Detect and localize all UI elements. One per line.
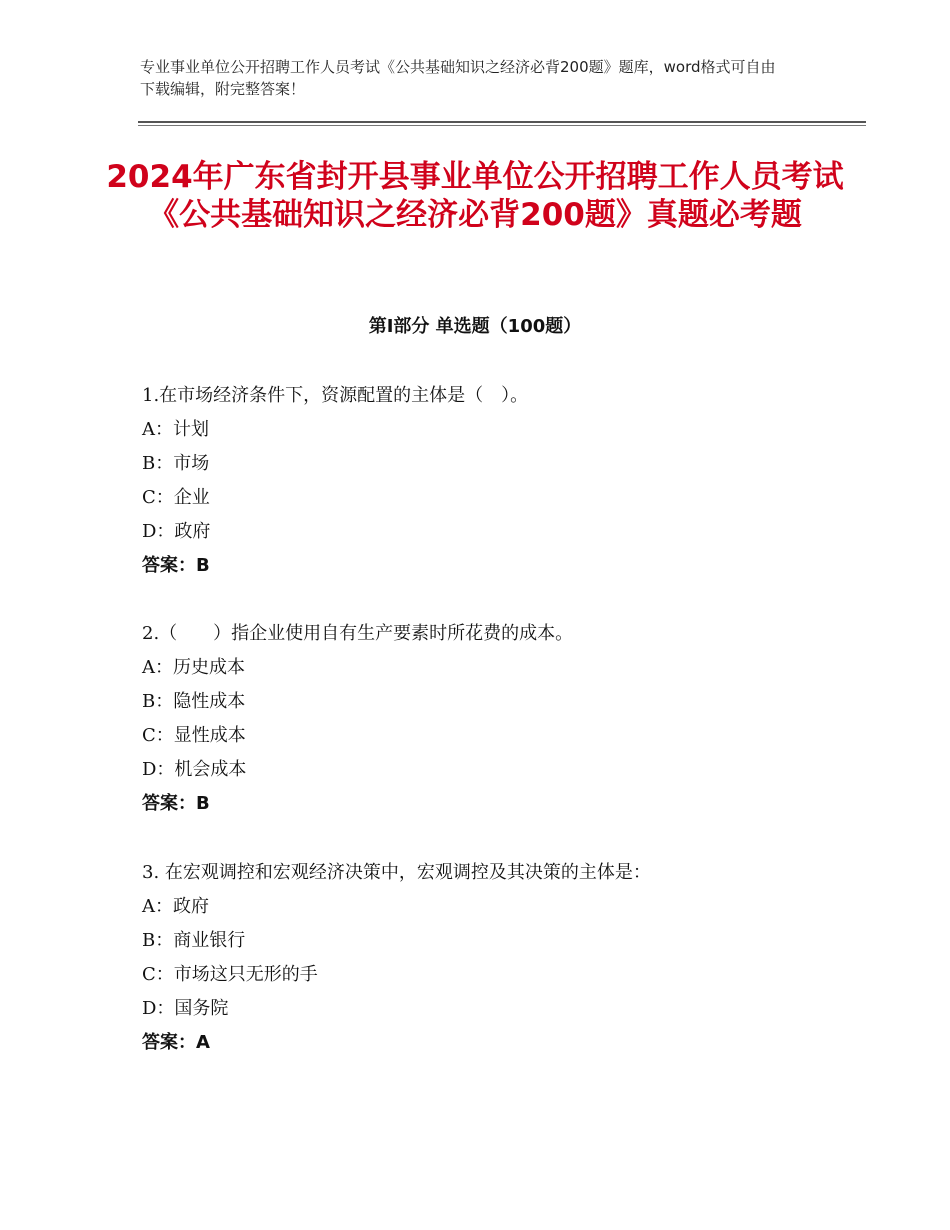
answer: 答案：B <box>142 555 210 576</box>
document-title: 2024年广东省封开县事业单位公开招聘工作人员考试《公共基础知识之经济必背200题》真题必考题 <box>106 159 844 233</box>
header-note: 专业事业单位公开招聘工作人员考试《公共基础知识之经济必背200题》题库，word格式可自由下载编辑，附完整答案！ <box>140 58 776 98</box>
question-stem: 2.（ ）指企业使用自有生产要素时所花费的成本。 <box>142 623 574 644</box>
answer: 答案：B <box>142 793 210 814</box>
header-divider-thin <box>138 125 866 126</box>
question-2 <box>142 621 842 825</box>
option-a: A：计划 <box>142 419 209 440</box>
option-d: D：国务院 <box>142 998 229 1019</box>
question-3 <box>142 860 842 1064</box>
header-divider-thick <box>138 121 866 123</box>
option-d: D：政府 <box>142 521 211 542</box>
option-c: C：显性成本 <box>142 725 246 746</box>
option-a: A：历史成本 <box>142 657 245 678</box>
option-c: C：市场这只无形的手 <box>142 964 318 985</box>
section-heading: 第Ⅰ部分 单选题（100题） <box>368 316 582 337</box>
option-a: A：政府 <box>142 896 209 917</box>
question-stem: 1.在市场经济条件下，资源配置的主体是（ ）。 <box>142 385 529 406</box>
option-b: B：隐性成本 <box>142 691 246 712</box>
option-b: B：商业银行 <box>142 930 246 951</box>
option-b: B：市场 <box>142 453 210 474</box>
question-1 <box>142 383 842 587</box>
answer: 答案：A <box>142 1032 210 1053</box>
option-c: C：企业 <box>142 487 210 508</box>
header-divider <box>138 121 866 126</box>
question-stem: 3. 在宏观调控和宏观经济决策中，宏观调控及其决策的主体是： <box>142 862 651 883</box>
option-d: D：机会成本 <box>142 759 247 780</box>
